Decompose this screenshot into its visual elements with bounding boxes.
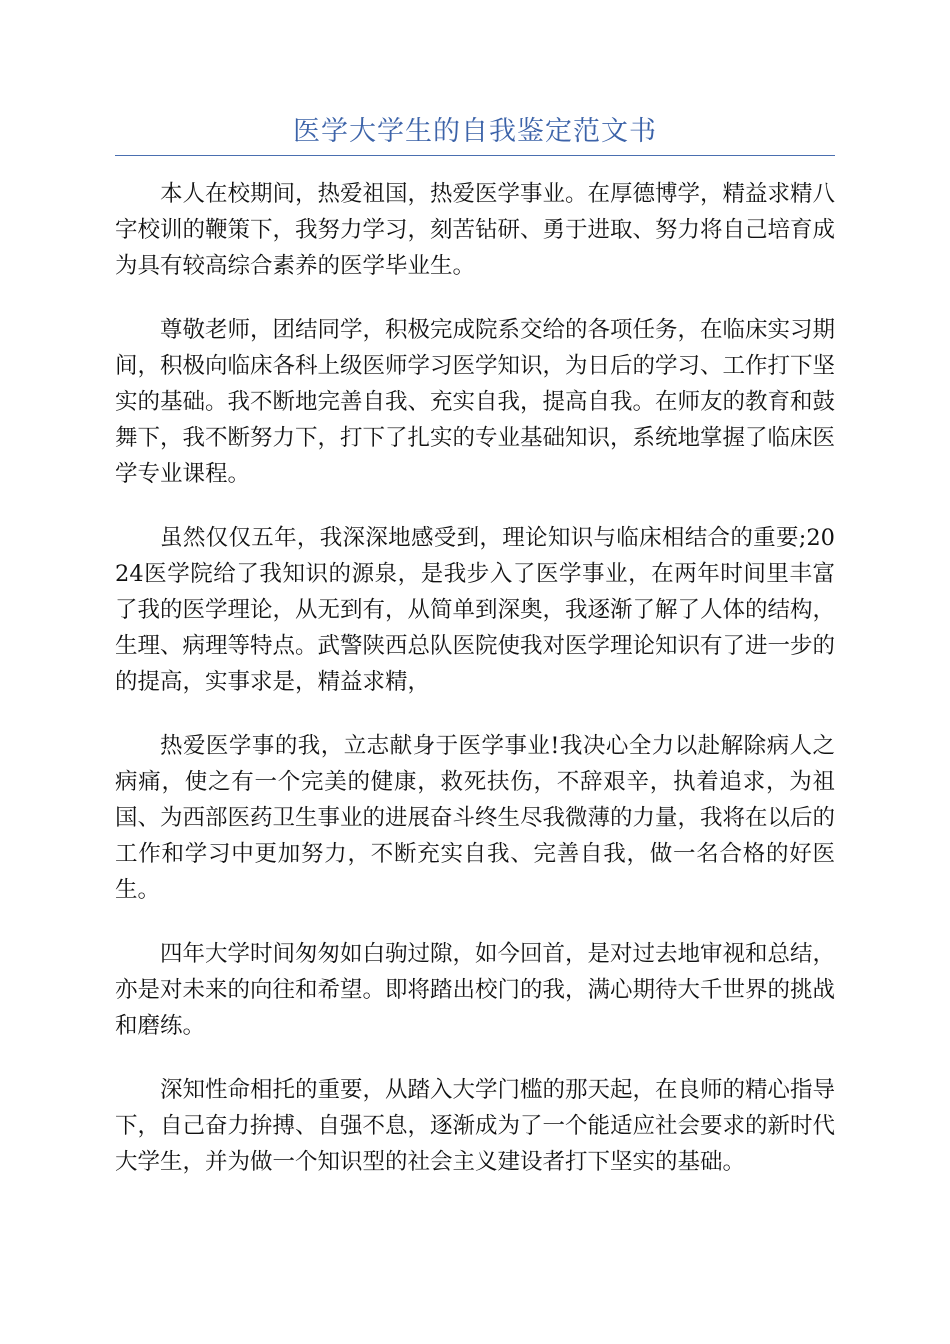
paragraph-3: 虽然仅仅五年，我深深地感受到，理论知识与临床相结合的重要;2024医学院给了我知识的源泉，是我步入了医学事业，在两年时间里丰富了我的医学理论，从无到有，从简单到深奥，我逐渐了解了人体的结构，生理、病理等特点。武警陕西总队医院使我对医学理论知识有了进一步的的提高，实事求是，精益求精，	[115, 525, 836, 695]
paragraph-1: 本人在校期间，热爱祖国，热爱医学事业。在厚德博学，精益求精八字校训的鞭策下，我努力学习，刻苦钻研、勇于进取、努力将自己培育成为具有较高综合素养的医学毕业生。	[115, 181, 836, 279]
paragraph-4: 热爱医学事的我，立志献身于医学事业!我决心全力以赴解除病人之病痛，使之有一个完美的健康，救死扶伤，不辞艰辛，执着追求，为祖国、为西部医药卫生事业的进展奋斗终生尽我微薄的力量，我将在以后的工作和学习中更加努力，不断充实自我、完善自我，做一名合格的好医生。	[115, 733, 836, 903]
title-underline	[115, 155, 835, 156]
paragraph-6: 深知性命相托的重要，从踏入大学门槛的那天起，在良师的精心指导下，自己奋力拚搏、自强不息，逐渐成为了一个能适应社会要求的新时代大学生，并为做一个知识型的社会主义建设者打下坚实的基础。	[115, 1077, 836, 1175]
paragraph-2: 尊敬老师，团结同学，积极完成院系交给的各项任务，在临床实习期间，积极向临床各科上级医师学习医学知识，为日后的学习、工作打下坚实的基础。我不断地完善自我、充实自我，提高自我。在师友的教育和鼓舞下，我不断努力下，打下了扎实的专业基础知识，系统地掌握了临床医学专业课程。	[115, 317, 836, 487]
paragraph-5: 四年大学时间匆匆如白驹过隙，如今回首，是对过去地审视和总结，亦是对未来的向往和希望。即将踏出校门的我，满心期待大千世界的挑战和磨练。	[115, 941, 836, 1039]
document-title: 医学大学生的自我鉴定范文书	[293, 116, 657, 147]
document-body	[115, 176, 835, 1208]
